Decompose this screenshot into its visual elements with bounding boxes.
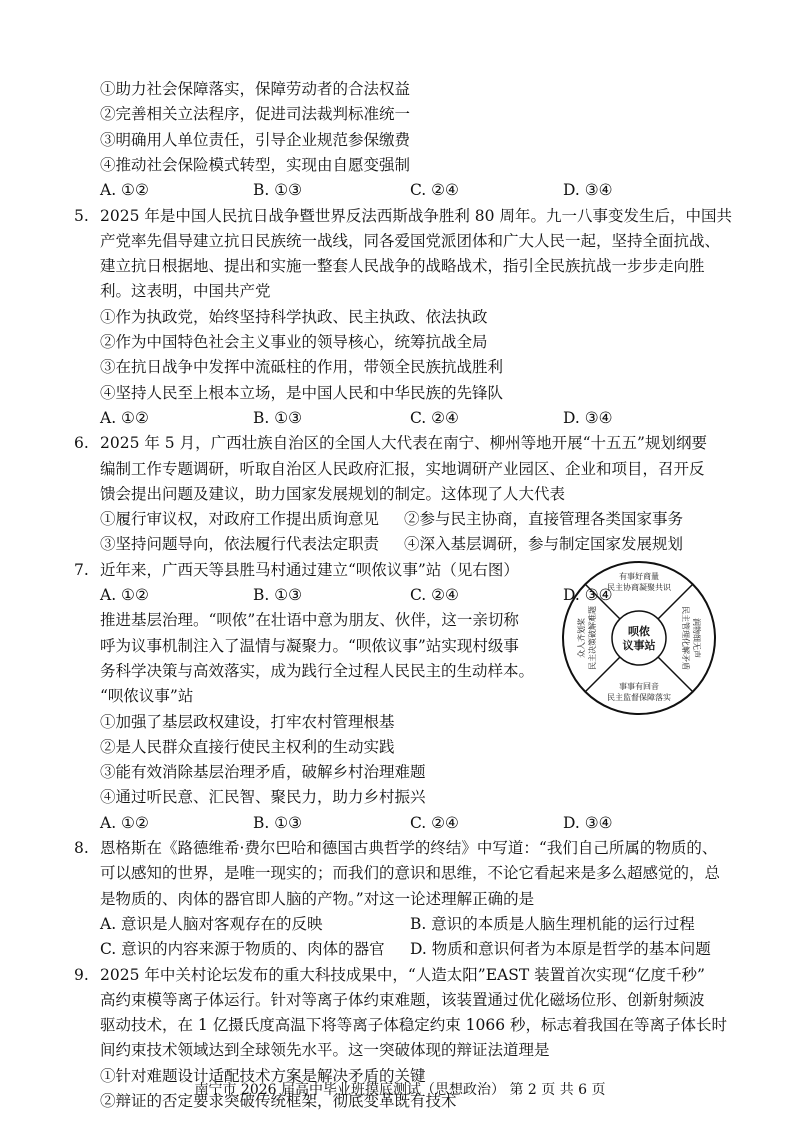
prev-options [100, 177, 660, 203]
question-number: 9. [74, 965, 89, 984]
right-sector-label: 润物细无声 [692, 617, 701, 658]
question-stem-line: 近年来，广西天等县胜马村通过建立“呗侬议事”站（见右图） [100, 560, 519, 579]
option-c[interactable]: C. ②④ [410, 586, 459, 604]
option-b[interactable]: B. ①③ [253, 408, 303, 427]
statement-item: ②辩证的否定要求突破传统框架，彻底变革既有技术 [100, 1092, 457, 1110]
statement-item: ②是人民群众直接行使民主权利的生动实践 [100, 737, 395, 756]
top-sector-label: 民主协商凝聚共识 [607, 582, 671, 592]
bottom-sector-label: 民主监督保障落实 [607, 692, 671, 702]
option-c[interactable]: C. 意识的内容来源于物质的、肉体的器官 [100, 940, 385, 959]
statement-item: ④坚持人民至上根本立场，是中国人民和中华民族的先锋队 [100, 383, 504, 402]
q5-options [100, 405, 660, 431]
option-d[interactable]: D. ③④ [563, 586, 613, 604]
option-d[interactable]: D. ③④ [563, 181, 613, 200]
option-b[interactable]: B. ①③ [253, 586, 303, 604]
question-stem-line: 2025 年是中国人民抗日战争暨世界反法西斯战争胜利 80 周年。九一八事变发生后，中国共 [100, 206, 732, 225]
question-stem-line: 间约束技术领域达到全球领先水平。这一突破体现的辩证法道理是 [100, 1041, 550, 1060]
option-a[interactable]: A. ①② [100, 586, 149, 604]
left-sector-label: 民主决策破解难题 [588, 605, 597, 670]
left-sector-label: 众人齐划桨 [577, 617, 586, 658]
question-stem-line: 恩格斯在《路德维希·费尔巴哈和德国古典哲学的终结》中写道：“我们自己所属的物质的、 [100, 839, 718, 857]
prev-item-4: ④推动社会保险模式转型，实现由自愿变强制 [100, 155, 411, 174]
option-a[interactable]: A. 意识是人脑对客观存在的反映 [100, 914, 323, 933]
question-stem-line: 推进基层治理。“呗侬”在壮语中意为朋友、伙伴，这一亲切称 [100, 611, 519, 630]
statement-item: ①作为执政党，始终坚持科学执政、民主执政、依法执政 [100, 307, 488, 326]
question-stem-line: 可以感知的世界，是唯一现实的；而我们的意识和思维，不论它看起来是多么超感觉的，总 [100, 864, 721, 883]
bottom-sector-label: 事事有回音 [619, 681, 659, 691]
option-c[interactable]: C. ②④ [410, 813, 459, 832]
statement-item: ③在抗日战争中发挥中流砥柱的作用，带领全民族抗战胜利 [100, 358, 504, 377]
statement-item: ①加强了基层政权建设，打牢农村管理根基 [100, 712, 395, 731]
option-d[interactable]: D. ③④ [563, 408, 613, 427]
yinong-council-diagram [560, 559, 718, 717]
statement-item: ②作为中国特色社会主义事业的领导核心，统筹抗战全局 [100, 333, 488, 351]
question-number: 7. [74, 560, 89, 579]
inner-ring [612, 611, 666, 665]
question-stem-line: 编制工作专题调研，听取自治区人民政府汇报，实地调研产业园区、企业和项目，召开反 [100, 459, 705, 478]
statement-item: ④通过听民意、汇民智、聚民力，助力乡村振兴 [100, 788, 426, 807]
question-stem-line: 利。这表明，中国共产党 [100, 282, 271, 301]
question-stem-line: 驱动技术，在 1 亿摄氏度高温下将等离子体稳定约束 1066 秒，标志着我国在等离子体长时 [100, 1016, 728, 1035]
option-a[interactable]: A. ①② [100, 408, 149, 427]
prev-item-1: ①助力社会保障落实，保障劳动者的合法权益 [100, 80, 411, 98]
question-stem-line: 2025 年 5 月，广西壮族自治区的全国人大代表在南宁、柳州等地开展“十五五”规划纲要 [100, 434, 707, 453]
question-number: 5. [74, 206, 89, 225]
right-sector-label: 民主管理化解矛盾 [681, 605, 690, 670]
option-c[interactable]: C. ②④ [410, 181, 459, 200]
statement-item: ③能有效消除基层治理矛盾，破解乡村治理难题 [100, 763, 426, 782]
statement-item: ②参与民主协商，直接管理各类国家事务 [404, 510, 684, 529]
question-stem-line: 高约束模等离子体运行。针对等离子体约束难题，该装置通过优化磁场位形、创新射频波 [100, 990, 705, 1009]
prev-item-3: ③明确用人单位责任，引导企业规范参保缴费 [100, 130, 411, 149]
question-stem-line: 建立抗日根据地、提出和实施一整套人民战争的战略战术，指引全民族抗战一步步走向胜 [100, 257, 705, 276]
prev-item-2: ②完善相关立法程序，促进司法裁判标准统一 [100, 105, 411, 124]
option-d[interactable]: D. 物质和意识何者为本原是哲学的基本问题 [410, 940, 711, 959]
question-number: 6. [74, 434, 89, 453]
question-stem-line: “呗侬议事”站 [100, 687, 194, 706]
statement-item: ①针对难题设计适配技术方案是解决矛盾的关键 [100, 1066, 426, 1085]
option-c[interactable]: C. ②④ [410, 408, 459, 427]
page-footer: 南宁市 2026 届高中毕业班摸底测试（思想政治） 第 2 页 共 6 页 [194, 1082, 606, 1098]
option-d[interactable]: D. ③④ [563, 813, 613, 832]
question-stem-line: 馈会提出问题及建议，助力国家发展规划的制定。这体现了人大代表 [100, 484, 566, 503]
option-b[interactable]: B. ①③ [253, 181, 303, 200]
council-wheel-figure [560, 559, 718, 717]
statement-item: ①履行审议权，对政府工作提出质询意见 [100, 510, 380, 529]
statement-item: ③坚持问题导向，依法履行代表法定职责 [100, 535, 380, 554]
option-a[interactable]: A. ①② [100, 813, 149, 832]
question-stem-line: 2025 年中关村论坛发布的重大科技成果中，“人造太阳”EAST 装置首次实现“亿度千秒” [100, 965, 705, 984]
question-stem-line: 呼为议事机制注入了温情与凝聚力。“呗侬议事”站实现村级事 [100, 636, 519, 655]
question-number: 8. [74, 839, 89, 857]
option-b[interactable]: B. ①③ [253, 813, 303, 832]
top-sector-label: 有事好商量 [619, 571, 659, 581]
center-label: 呗侬 [628, 624, 650, 638]
option-b[interactable]: B. 意识的本质是人脑生理机能的运行过程 [410, 914, 695, 933]
question-stem-line: 产党率先倡导建立抗日民族统一战线，同各爱国党派团体和广大人民一起，坚持全面抗战、 [100, 231, 721, 250]
q7-options [100, 810, 660, 836]
center-label: 议事站 [622, 638, 656, 652]
option-a[interactable]: A. ①② [100, 181, 149, 200]
statement-item: ④深入基层调研，参与制定国家发展规划 [404, 535, 684, 554]
question-stem-line: 务科学决策与高效落实，成为践行全过程人民民主的生动样本。 [100, 661, 535, 680]
question-stem-line: 是物质的、肉体的器官即人脑的产物。”对这一论述理解正确的是 [100, 889, 535, 908]
